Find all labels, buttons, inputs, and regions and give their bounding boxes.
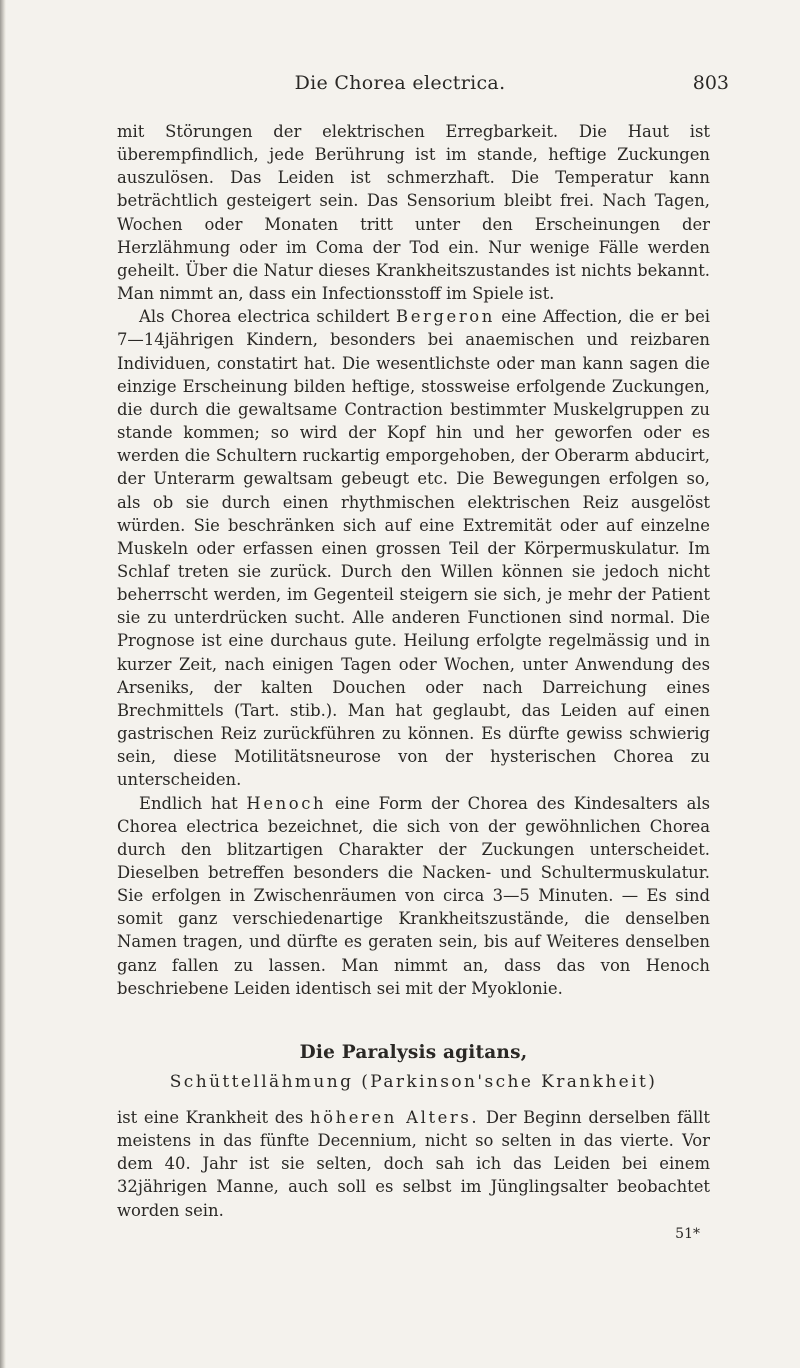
paragraph-3 xyxy=(117,792,710,1000)
section-heading: Die Paralysis agitans, xyxy=(299,1041,528,1063)
paragraph-4-rest: Der Beginn derselben fällt meistens in das fünfte Decennium, nicht so selten in das vierte. Vor dem 40. Jahr ist sie selten, doch sah ich das Leiden bei einem 32jährigen Manne, auch soll es selbst im Jünglingsalter beobachtet worden sein. xyxy=(117,1107,710,1220)
running-title: Die Chorea electrica. xyxy=(294,72,506,94)
author-name-bergeron: Bergeron xyxy=(396,307,495,327)
body-text xyxy=(117,120,710,1244)
emphasis-hoeheren-alters: höheren Alters. xyxy=(309,1107,480,1127)
signature-mark: 51* xyxy=(675,1225,700,1242)
paragraph-1 xyxy=(117,120,710,305)
paragraph-4 xyxy=(117,1106,710,1222)
paragraph-4-lead: ist eine Krankheit des xyxy=(117,1107,304,1127)
page-number: 803 xyxy=(692,72,729,94)
paragraph-2-lead: Als Chorea electrica schildert xyxy=(139,307,390,327)
section-subheading: Schüttellähmung (Parkinson'sche Krankheit) xyxy=(169,1071,658,1092)
paragraph-3-lead: Endlich hat xyxy=(139,793,238,813)
paragraph-3-rest: eine Form der Chorea des Kindesalters als Chorea electrica bezeichnet, die sich von der gewöhnlichen Chorea durch den blitzartigen Charakter der Zuckungen unterscheidet. Dieselben betreffen besonders die Nacken- und Schultermuskulatur. Sie erfolgen in Zwischenräumen von circa 3—5 Minuten. — Es sind somit ganz verschiedenartige Krankheitszustände, die denselben Namen tragen, und dürfte es geraten sein, bis auf Weiteres denselben ganz fallen zu lassen. Man nimmt an, dass das von Henoch beschriebene Leiden identisch sei mit der Myoklonie. xyxy=(117,793,711,998)
author-name-henoch: Henoch xyxy=(246,793,327,813)
paragraph-1-text: mit Störungen der elektrischen Erregbarkeit. Die Haut ist überempfindlich, jede Berührung ist im stande, heftige Zuckungen auszulösen. Das Leiden ist schmerzhaft. Die Temperatur kann beträchtlich gesteigert sein. Das Sensorium bleibt frei. Nach Tagen, Wochen oder Monaten tritt unter den Erscheinungen der Herzlähmung oder im Coma der Tod ein. Nur wenige Fälle werden geheilt. Über die Natur dieses Krankheitszustandes ist nichts bekannt. Man nimmt an, dass ein Infectionsstoff im Spiele ist. xyxy=(117,122,710,304)
paragraph-2 xyxy=(117,305,710,791)
page-edge-shadow xyxy=(0,0,6,1368)
running-head xyxy=(0,72,800,102)
paragraph-2-rest: eine Affection, die er bei 7—14jährigen Kindern, besonders bei anaemischen und reizbaren Individuen, constatirt hat. Die wesentlichste oder man kann sagen die einzige Erscheinung bilden heftige, stossweise erfolgende Zuckungen, die durch die gewaltsame Contraction bestimmter Muskelgruppen zu stande kommen; so wird der Kopf hin und her geworfen oder es werden die Schultern ruckartig emporgehoben, der Oberarm abducirt, der Unterarm gewaltsam gebeugt etc. Die Bewegungen erfolgen so, als ob sie durch einen rhythmischen elektrischen Reiz ausgelöst würden. Sie beschränken sich auf eine Extremität oder auf einzelne Muskeln oder erfassen einen grossen Teil der Körpermuskulatur. Im Schlaf treten sie zurück. Durch den Willen können sie jedoch nicht beherrscht werden, im Gegenteil steigern sie sich, je mehr der Patient sie zu unterdrücken sucht. Alle anderen Functionen sind normal. Die Prognose ist eine durchaus gute. Heilung erfolgte regelmässig und in kurzer Zeit, nach einigen Tagen oder Wochen, unter Anwendung des Arseniks, der kalten Douchen oder nach Darreichung eines Brechmittels (Tart. stib.). Man hat geglaubt, das Leiden auf einen gastrischen Reiz zurückführen zu können. Es dürfte gewiss schwierig sein, diese Motilitätsneurose von der hysterischen Chorea zu unterscheiden. xyxy=(117,307,711,790)
